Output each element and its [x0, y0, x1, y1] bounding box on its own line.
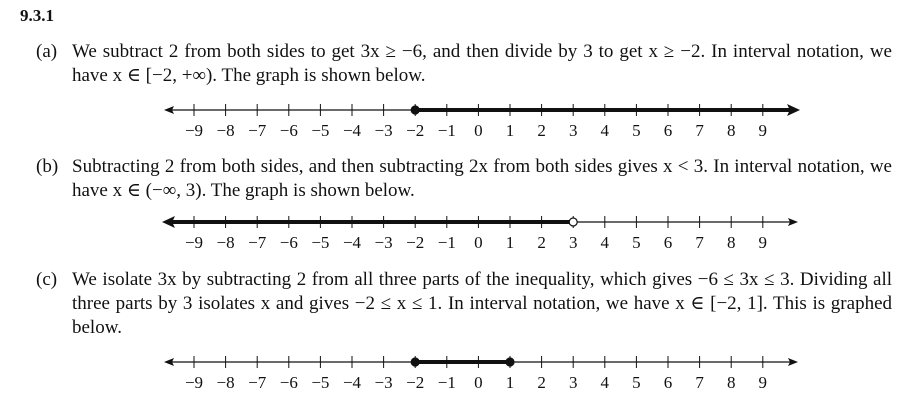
- tick-label: 5: [632, 373, 641, 392]
- tick-label: 2: [537, 373, 546, 392]
- number-line-c-svg: [150, 354, 810, 394]
- tick-label: 1: [505, 233, 515, 252]
- tick-label: 3: [568, 121, 578, 140]
- tick-label: −1: [437, 121, 456, 140]
- tick-label: −6: [279, 233, 298, 252]
- tick-label: −2: [406, 121, 425, 140]
- tick-label: −4: [342, 373, 362, 392]
- tick-label: 9: [758, 233, 768, 252]
- tick-label: 9: [758, 373, 768, 392]
- number-line-b: [150, 214, 810, 254]
- part-a-label: (a): [36, 41, 58, 62]
- tick-label: −3: [374, 121, 393, 140]
- tick-label: −2: [406, 373, 425, 392]
- tick-label: −1: [437, 233, 456, 252]
- tick-label: 5: [632, 233, 641, 252]
- tick-label: 8: [726, 233, 736, 252]
- tick-label: −1: [437, 373, 456, 392]
- tick-label: 2: [537, 233, 546, 252]
- tick-label: −5: [311, 373, 330, 392]
- tick-label: 8: [726, 373, 736, 392]
- tick-label: 3: [568, 233, 578, 252]
- tick-label: 7: [695, 373, 704, 392]
- tick-label: −3: [374, 373, 393, 392]
- tick-label: −3: [374, 233, 393, 252]
- tick-label: 0: [474, 121, 483, 140]
- section-heading: 9.3.1: [20, 6, 54, 25]
- number-line-c: [150, 354, 810, 394]
- tick-label: 6: [663, 373, 673, 392]
- tick-label: 0: [474, 373, 483, 392]
- tick-label: 2: [537, 121, 546, 140]
- closed-endpoint: [411, 106, 419, 114]
- tick-label: −4: [342, 233, 362, 252]
- tick-label: 5: [632, 121, 641, 140]
- tick-label: 4: [600, 373, 610, 392]
- tick-label: −8: [216, 233, 235, 252]
- tick-label: 6: [663, 121, 673, 140]
- tick-label: −7: [248, 233, 267, 252]
- tick-label: 6: [663, 233, 673, 252]
- closed-endpoint: [411, 358, 419, 366]
- tick-label: −8: [216, 373, 235, 392]
- part-b-text: Subtracting 2 from both sides, and then subtracting 2x from both sides gives x < 3. In interval notation, we have x ∈ (−∞, 3). The graph is shown below.: [72, 156, 892, 201]
- number-line-b-svg: [150, 214, 810, 254]
- tick-label: −2: [406, 233, 425, 252]
- tick-label: −9: [184, 233, 204, 252]
- part-b-label: (b): [36, 156, 59, 177]
- tick-label: −9: [184, 121, 204, 140]
- tick-label: −6: [279, 373, 298, 392]
- number-line-a: [150, 102, 810, 142]
- part-a-text: We subtract 2 from both sides to get 3x ≥ −6, and then divide by 3 to get x ≥ −2. In interval notation, we have x ∈ [−2, +∞). The graph is shown below.: [72, 41, 892, 86]
- tick-label: −5: [311, 121, 330, 140]
- part-c-text: We isolate 3x by subtracting 2 from all three parts of the inequality, which gives −6 ≤ 3x ≤ 3. Dividing all three parts by 3 isolates x and gives −2 ≤ x ≤ 1. In interval notation, we have x ∈ [−2, 1]. This is graphed below.: [72, 269, 892, 338]
- tick-label: 0: [474, 233, 483, 252]
- tick-label: −5: [311, 233, 330, 252]
- open-endpoint: [569, 218, 577, 226]
- tick-label: 3: [568, 373, 578, 392]
- tick-label: −7: [248, 373, 267, 392]
- tick-label: −6: [279, 121, 298, 140]
- tick-label: 7: [695, 233, 704, 252]
- tick-label: 4: [600, 233, 610, 252]
- number-line-a-svg: [150, 102, 810, 142]
- tick-label: 8: [726, 121, 736, 140]
- part-c-label: (c): [36, 269, 58, 290]
- tick-label: −4: [342, 121, 362, 140]
- tick-label: −7: [248, 121, 267, 140]
- tick-label: 9: [758, 121, 768, 140]
- tick-label: 1: [505, 373, 515, 392]
- tick-label: −9: [184, 373, 204, 392]
- tick-label: 1: [505, 121, 515, 140]
- tick-label: −8: [216, 121, 235, 140]
- closed-endpoint: [506, 358, 514, 366]
- tick-label: 7: [695, 121, 704, 140]
- tick-label: 4: [600, 121, 610, 140]
